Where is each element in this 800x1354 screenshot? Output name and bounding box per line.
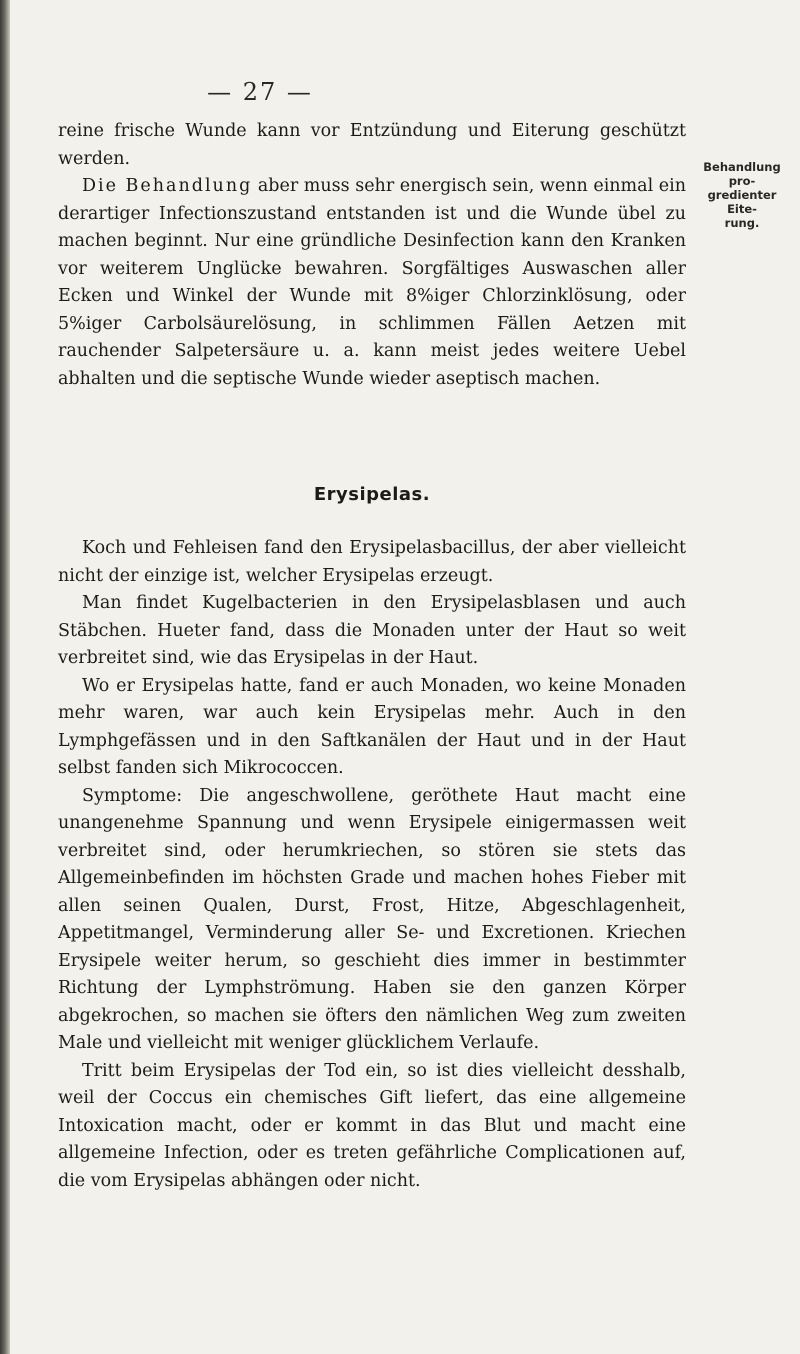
section-heading: Erysipelas. — [313, 484, 431, 505]
section-paragraph: Tritt beim Erysipelas der Tod ein, so ist dies vielleicht desshalb, weil der Coccus ein chemisches Gift liefert, das eine allgemeine Intoxication macht, oder er kommt in das Blut und macht eine allgemeine Infection, oder es treten gefährliche Complicationen auf, die vom Erysipelas abhängen oder nicht. — [58, 1060, 686, 1191]
intro-paragraph-treatment — [58, 173, 686, 393]
treatment-text: aber muss sehr energisch sein, wenn einmal ein derartiger Infectionszustand entstanden ist und die Wunde übel zu machen beginnt. Nur eine gründliche Desinfection kann den Kranken vor weiterem Unglücke bewahren. Sorgfältiges Auswaschen aller Ecken und Winkel der Wunde mit 8%iger Chlorzinklösung, oder 5%iger Carbolsäurelösung, in schlimmen Fällen Aetzen mit rauchender Salpetersäure u. a. kann meist jedes weitere Uebel abhalten und die septische Wunde wieder aseptisch machen. — [58, 176, 686, 389]
section-text-block — [58, 535, 686, 1195]
section-paragraph: Man findet Kugelbacterien in den Erysipelasblasen und auch Stäbchen. Hueter fand, dass die Monaden unter der Haut so weit verbreitet sind, wie das Erysipelas in der Haut. — [58, 593, 686, 668]
section-paragraph: Koch und Fehleisen fand den Erysipelasbacillus, der aber vielleicht nicht der einzige ist, welcher Erysipelas erzeugt. — [58, 538, 686, 586]
section-paragraph: Wo er Erysipelas hatte, fand er auch Monaden, wo keine Monaden mehr waren, war auch kein Erysipelas mehr. Auch in den Lymphgefässen und in den Saftkanälen der Haut und in der Haut selbst fanden sich Mikrococcen. — [58, 675, 686, 778]
intro-paragraph-continuation: reine frische Wunde kann vor Entzündung und Eiterung geschützt werden. — [58, 121, 686, 169]
margin-note — [692, 160, 792, 230]
page-binding-edge — [0, 0, 10, 1354]
intro-text-block — [58, 118, 686, 393]
section-paragraph: Symptome: Die angeschwollene, geröthete Haut macht eine unangenehme Spannung und wenn Erysipele einigermassen weit verbreitet sind, oder herumkriechen, so stören sie stets das Allgemeinbefinden im höchsten Grade und machen hohes Fieber mit allen seinen Qualen, Durst, Frost, Hitze, Abgeschlagenheit, Appetitmangel, Verminderung aller Se- und Excretionen. Kriechen Erysipele weiter herum, so geschieht dies immer in bestimmter Richtung der Lymphströmung. Haben sie den ganzen Körper abgekrochen, so machen sie öfters den nämlichen Weg zum zweiten Male und vielleicht mit weniger glücklichem Verlaufe. — [58, 785, 686, 1053]
treatment-emphasis: Die Behandlung — [82, 176, 253, 196]
margin-note-line: rung. — [724, 216, 760, 230]
page-number: — 27 — — [207, 78, 313, 106]
margin-note-line: Behandlung pro- — [703, 160, 781, 188]
margin-note-line: gredienter Eite- — [707, 188, 777, 216]
